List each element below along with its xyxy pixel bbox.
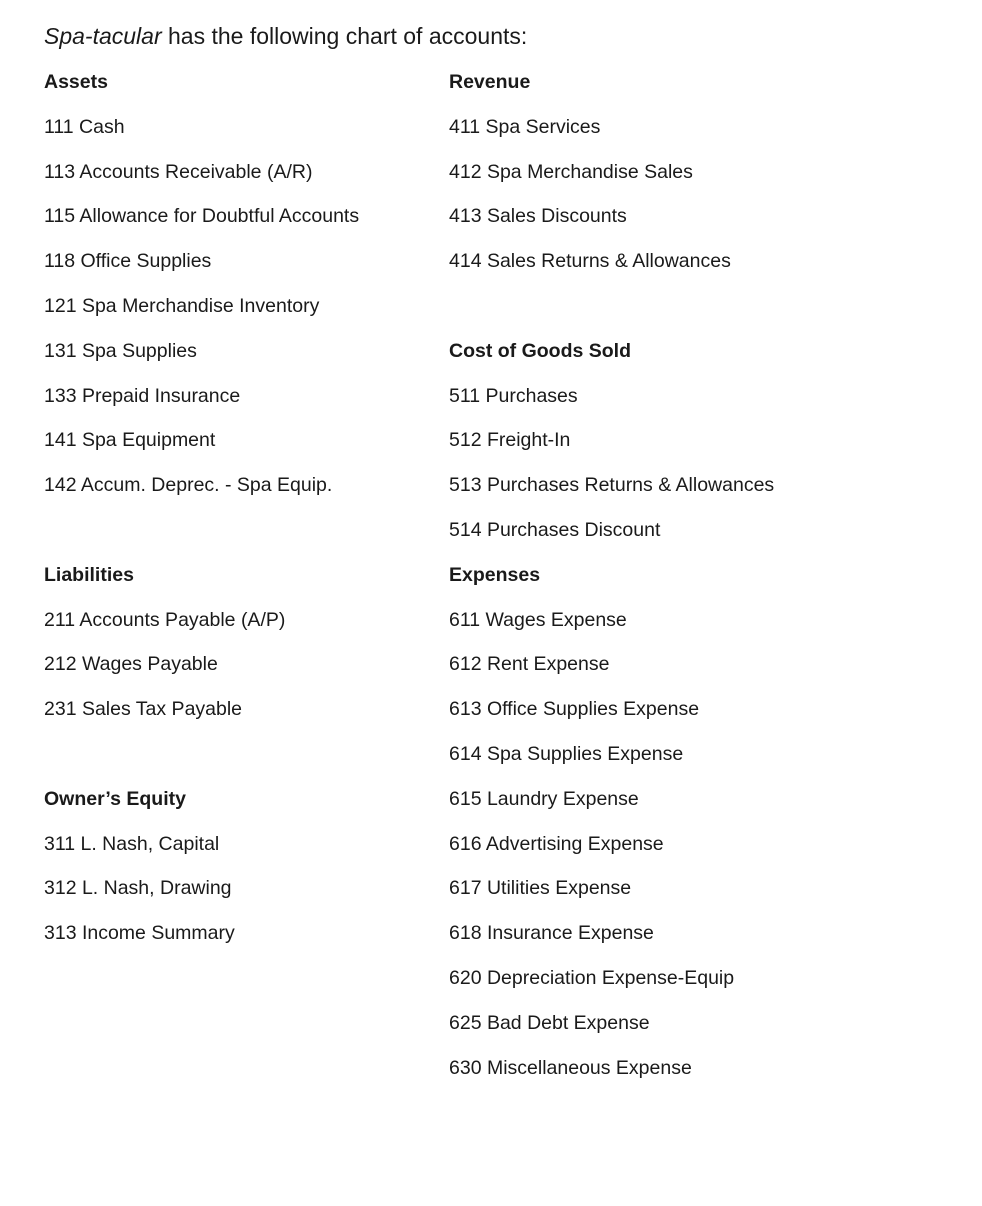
account-item: 142 Accum. Deprec. - Spa Equip. (44, 474, 333, 497)
account-item: 614 Spa Supplies Expense (449, 742, 684, 765)
account-item: 514 Purchases Discount (449, 518, 661, 541)
account-item: 133 Prepaid Insurance (44, 384, 241, 407)
account-item: 312 L. Nash, Drawing (44, 877, 232, 900)
account-item: 111 Cash (44, 115, 125, 138)
account-item: 121 Spa Merchandise Inventory (44, 294, 320, 317)
account-item: 411 Spa Services (449, 115, 601, 138)
spacer-row (44, 732, 444, 777)
intro-text: has the following chart of accounts: (161, 23, 528, 49)
account-item: 113 Accounts Receivable (A/R) (44, 160, 313, 183)
spacer-row (44, 508, 444, 553)
section-heading: Expenses (449, 563, 541, 586)
account-item: 618 Insurance Expense (449, 922, 654, 945)
account-item: 615 Laundry Expense (449, 787, 639, 810)
company-name: Spa-tacular (44, 23, 162, 49)
account-item: 311 L. Nash, Capital (44, 832, 220, 855)
section-heading: Liabilities (44, 563, 134, 586)
account-item: 613 Office Supplies Expense (449, 698, 700, 721)
account-item: 630 Miscellaneous Expense (449, 1056, 692, 1079)
section-heading: Assets (44, 71, 108, 93)
section-heading: Revenue (449, 71, 531, 93)
account-item: 211 Accounts Payable (A/P) (44, 608, 286, 631)
spacer-row (449, 284, 949, 329)
left-account-column (44, 60, 444, 956)
account-item: 512 Freight-In (449, 429, 571, 452)
account-item: 616 Advertising Expense (449, 832, 664, 855)
account-item: 625 Bad Debt Expense (449, 1011, 650, 1034)
account-item: 511 Purchases (449, 384, 578, 407)
account-item: 617 Utilities Expense (449, 877, 632, 900)
section-heading: Cost of Goods Sold (449, 339, 631, 362)
account-item: 413 Sales Discounts (449, 205, 627, 228)
account-item: 141 Spa Equipment (44, 429, 216, 452)
right-account-column (449, 60, 949, 1090)
account-item: 118 Office Supplies (44, 250, 212, 273)
account-item: 412 Spa Merchandise Sales (449, 160, 693, 183)
account-item: 115 Allowance for Doubtful Accounts (44, 205, 360, 228)
account-item: 612 Rent Expense (449, 653, 610, 676)
account-item: 513 Purchases Returns & Allowances (449, 474, 775, 497)
account-item: 414 Sales Returns & Allowances (449, 250, 731, 273)
account-item: 611 Wages Expense (449, 608, 627, 631)
account-item: 313 Income Summary (44, 922, 235, 945)
intro-sentence (44, 20, 527, 52)
section-heading: Owner’s Equity (44, 787, 186, 810)
account-item: 620 Depreciation Expense-Equip (449, 966, 735, 989)
account-item: 131 Spa Supplies (44, 339, 197, 362)
account-item: 231 Sales Tax Payable (44, 698, 243, 721)
account-item: 212 Wages Payable (44, 653, 218, 676)
